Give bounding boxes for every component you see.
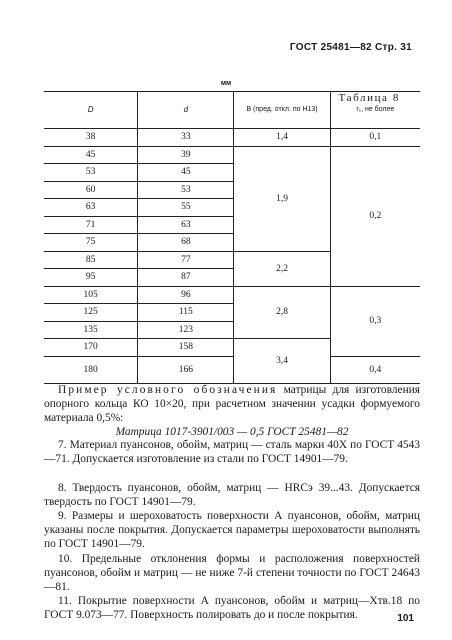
example-heading: Пример условного обозначения — [58, 384, 278, 396]
page-number: 101 — [397, 613, 414, 624]
table-cell-d: 135 — [44, 321, 138, 339]
paragraph-10: 10. Предельные отклонения формы и расположения поверхностей пуансонов, обойм и матриц — не ниже 7-й степени точности по ГОСТ 24643—81. — [44, 553, 420, 594]
table-cell-a: 45 — [138, 164, 234, 182]
paragraph-8: 8. Твердость пуансонов, обойм, матриц — HRCэ 39...43. Допускается твердость по ГОСТ 14901—79. — [44, 482, 420, 509]
table-cell-d: 180 — [44, 356, 138, 383]
table-cell-d: 45 — [44, 146, 138, 164]
table-cell-d: 105 — [44, 286, 138, 304]
example-text: матрицы для изготовления опорного кольца КО 10×20, при расчетном значении усадки формуемого материала 0,5%: — [44, 384, 421, 425]
column-header-d-upper: D — [44, 92, 138, 129]
table-cell-d: 95 — [44, 269, 138, 287]
paragraph-9: 9. Размеры и шероховатость поверхности А пуансонов, обойм, матриц указаны после покрытия. Допускается параметры шероховатости выполнять по ГОСТ 14901—79. — [44, 510, 420, 551]
table-cell-b: 1,9 — [234, 146, 330, 251]
table-cell-d: 60 — [44, 181, 138, 199]
table-cell-b: 2,8 — [234, 286, 330, 339]
table-cell-d: 170 — [44, 339, 138, 357]
table-cell-d: 63 — [44, 199, 138, 217]
table-cell-d: 75 — [44, 234, 138, 252]
column-header-r1: r₁, не более — [330, 92, 420, 129]
table-cell-a: 166 — [138, 356, 234, 383]
table-cell-a: 68 — [138, 234, 234, 252]
dimensions-table — [44, 91, 420, 384]
table-cell-a: 158 — [138, 339, 234, 357]
designation-example: Матрица 1017-3901/003 — 0,5 ГОСТ 25481—82 — [115, 426, 349, 438]
units-label: мм — [220, 80, 232, 87]
table-cell-a: 39 — [138, 146, 234, 164]
table-cell-r: 0,2 — [330, 146, 420, 286]
table-cell-d: 38 — [44, 129, 138, 147]
paragraph-7: 7. Материал пуансонов, обойм, матриц — сталь марки 40Х по ГОСТ 4543—71. Допускается изготовление из стали по ГОСТ 14901—79. — [44, 439, 420, 466]
page-header: ГОСТ 25481—82 Стр. 31 — [289, 42, 412, 53]
table-cell-r: 0,3 — [330, 286, 420, 356]
table-cell-d: 53 — [44, 164, 138, 182]
table-cell-b: 2,2 — [234, 251, 330, 286]
table-cell-a: 96 — [138, 286, 234, 304]
table-cell-r: 0,1 — [330, 129, 420, 147]
table-cell-a: 115 — [138, 304, 234, 322]
paragraph-11: 11. Покрытие поверхности А пуансонов, обойм и матриц—Хтв.18 по ГОСТ 9.073—77. Поверхность полировать до и после покрытия. — [44, 595, 420, 622]
table-cell-a: 87 — [138, 269, 234, 287]
column-header-b: B (пред. откл. по H13) — [234, 92, 330, 129]
table-cell-r: 0,4 — [330, 356, 420, 383]
table-cell-b: 1,4 — [234, 129, 330, 147]
column-header-d-lower: d — [138, 92, 234, 129]
table-cell-a: 55 — [138, 199, 234, 217]
table-cell-d: 85 — [44, 251, 138, 269]
table-cell-a: 63 — [138, 216, 234, 234]
table-cell-a: 77 — [138, 251, 234, 269]
table-cell-d: 125 — [44, 304, 138, 322]
table-cell-d: 71 — [44, 216, 138, 234]
table-cell-a: 123 — [138, 321, 234, 339]
table-cell-a: 53 — [138, 181, 234, 199]
example-paragraph — [44, 383, 420, 426]
table-cell-b: 3,4 — [234, 339, 330, 384]
table-caption: Таблица 8 — [338, 92, 400, 104]
table-cell-a: 33 — [138, 129, 234, 147]
